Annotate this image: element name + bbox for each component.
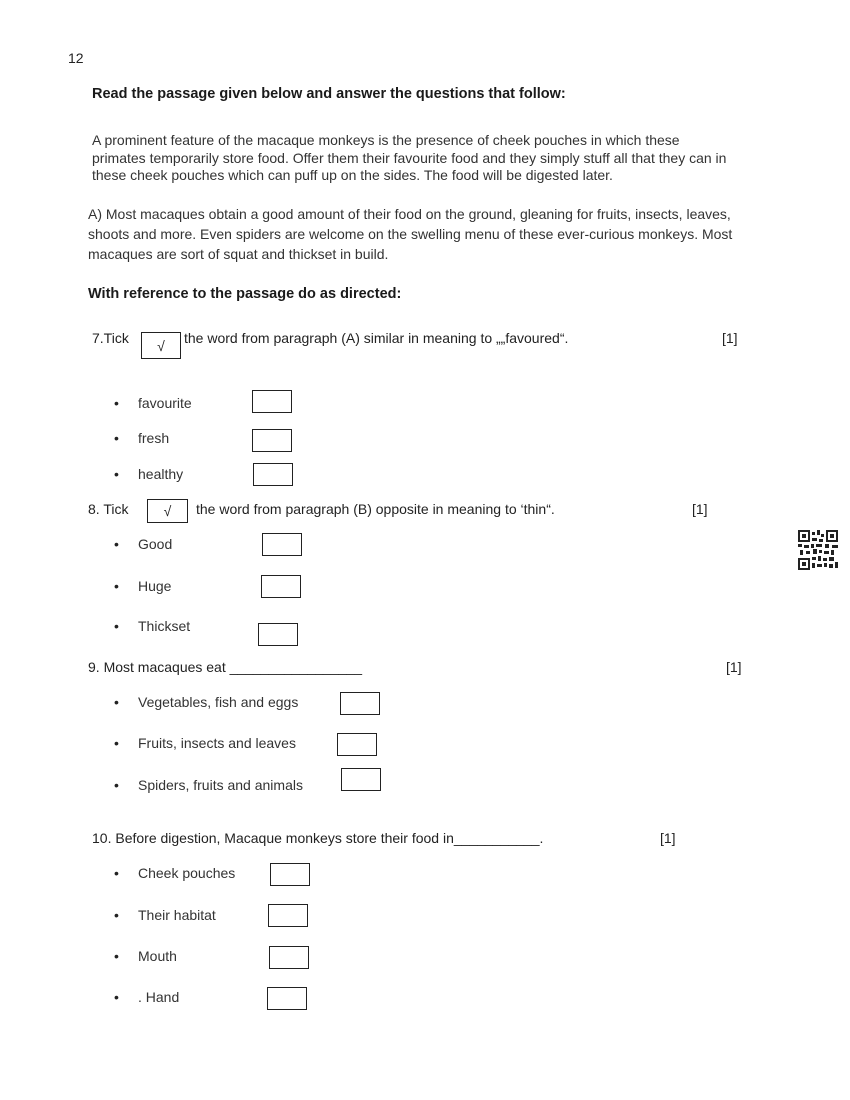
q9-marks: [1] [726,659,742,675]
q10-option-label: Their habitat [138,907,216,923]
q8-option-checkbox[interactable] [258,623,298,646]
q7-text: the word from paragraph (A) similar in meaning to „„favoured“. [184,330,569,346]
q10-option-checkbox[interactable] [267,987,307,1010]
passage-line: primates temporarily store food. Offer them their favourite food and they simply stuff all that they can in [92,149,727,166]
q8-text: the word from paragraph (B) opposite in meaning to ‘thin“. [196,501,555,517]
bullet-icon: • [114,694,119,710]
q10-option-label: . Hand [138,989,180,1005]
q10-option-label: Cheek pouches [138,865,236,881]
q8-option-checkbox[interactable] [261,575,301,598]
bullet-icon: • [114,777,119,793]
q7-prefix: 7.Tick [92,330,129,346]
q10-option-checkbox[interactable] [269,946,309,969]
q7-option-checkbox[interactable] [252,390,292,413]
q9-option-label: Fruits, insects and leaves [138,735,296,751]
bullet-icon: • [114,618,119,634]
q7-option-checkbox[interactable] [253,463,293,486]
q9-text: 9. Most macaques eat _________________ [88,659,362,675]
qr-code-icon [798,530,838,570]
q7-option-label: healthy [138,466,184,482]
passage-line: A prominent feature of the macaque monkeys is the presence of cheek pouches in which these [92,132,680,148]
q8-marks: [1] [692,501,708,517]
bullet-icon: • [114,395,119,411]
q8-option-checkbox[interactable] [262,533,302,556]
paragraph-a-line: macaques are sort of squat and thickset in build. [88,246,389,262]
q9-option-checkbox[interactable] [337,733,377,756]
q10-option-checkbox[interactable] [268,904,308,927]
q8-option-label: Huge [138,578,172,594]
q9-option-label: Spiders, fruits and animals [138,777,303,793]
bullet-icon: • [114,989,119,1005]
passage [92,132,726,185]
tick-mark-icon: √ [163,503,172,519]
q9-option-label: Vegetables, fish and eggs [138,694,299,710]
bullet-icon: • [114,735,119,751]
q10-marks: [1] [660,830,676,846]
tick-mark-icon: √ [157,337,165,354]
page-number: 12 [68,50,84,66]
q8-tick-sample-box [147,499,188,523]
q8-option-label: Good [138,536,173,552]
bullet-icon: • [114,578,119,594]
q8-prefix: 8. Tick [88,501,129,517]
q9-option-checkbox[interactable] [340,692,380,715]
bullet-icon: • [114,536,119,552]
q7-tick-sample-box [141,332,181,359]
q9-option-checkbox[interactable] [341,768,381,791]
q7-option-label: fresh [138,430,170,446]
bullet-icon: • [114,466,119,482]
passage-line: these cheek pouches which can puff up on the sides. The food will be digested later. [92,167,613,183]
paragraph-a-line: shoots and more. Even spiders are welcome on the swelling menu of these ever-curious monkeys. Most [88,226,733,242]
bullet-icon: • [114,907,119,923]
paragraph-a-line: A) Most macaques obtain a good amount of their food on the ground, gleaning for fruits, insects, leaves, [88,206,731,222]
q7-marks: [1] [722,330,738,346]
q8-option-label: Thickset [138,618,191,634]
instruction-heading: Read the passage given below and answer the questions that follow: [92,86,566,102]
q10-option-label: Mouth [138,948,177,964]
q7-option-checkbox[interactable] [252,429,292,452]
q7-option-label: favourite [138,395,192,411]
paragraph-a [88,204,732,264]
bullet-icon: • [114,948,119,964]
bullet-icon: • [114,430,119,446]
directive-heading: With reference to the passage do as directed: [88,286,402,302]
bullet-icon: • [114,865,119,881]
q10-option-checkbox[interactable] [270,863,310,886]
q10-text: 10. Before digestion, Macaque monkeys store their food in___________. [92,830,544,846]
